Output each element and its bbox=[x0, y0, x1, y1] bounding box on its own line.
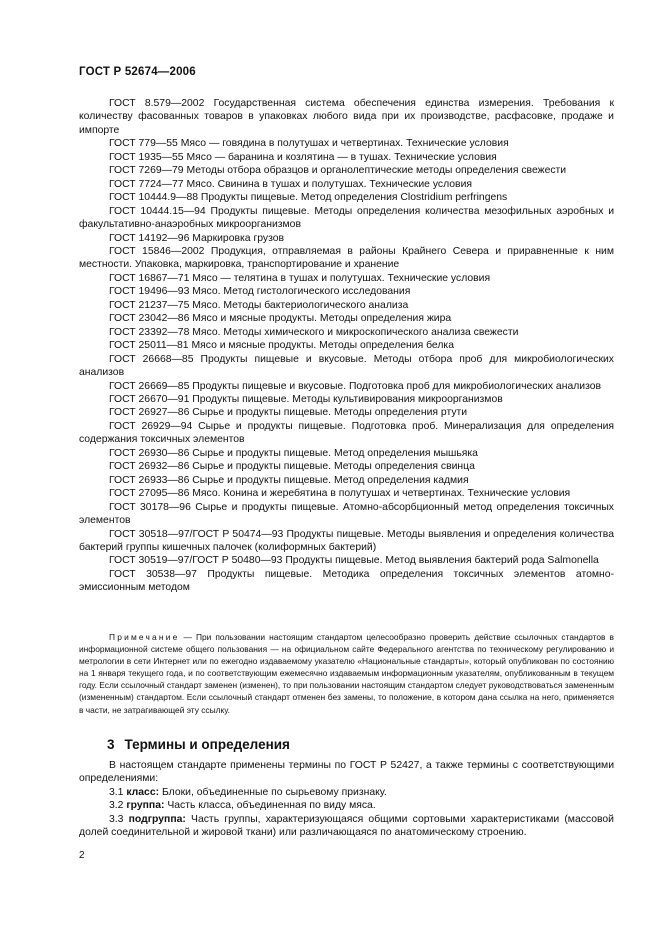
term-definition: Блоки, объединенные по сырьевому признаку. bbox=[161, 786, 387, 798]
reference-code: ГОСТ 26929—94 bbox=[109, 420, 193, 432]
section-title: Термины и определения bbox=[124, 737, 290, 752]
reference-title: Сырье и продукты пищевые. Атомно-абсорбционный метод определения токсичных элементов bbox=[79, 501, 615, 527]
reference-item bbox=[79, 380, 614, 393]
reference-item bbox=[79, 554, 614, 567]
reference-title: Сырье и продукты пищевые. Подготовка проб. Минерализация для определения содержания токсичных элементов bbox=[79, 420, 615, 446]
reference-code: ГОСТ 27095—86 bbox=[109, 488, 190, 500]
reference-title: Мясо. Конина и жеребятина в полутушах и четвертинах. Технические условия bbox=[192, 488, 571, 500]
reference-item bbox=[79, 406, 614, 419]
reference-code: ГОСТ 26670—91 bbox=[109, 393, 190, 405]
reference-code: ГОСТ 10444.9—88 bbox=[109, 192, 199, 204]
note-block bbox=[79, 631, 614, 716]
reference-title: Методы отбора образцов и органолептические методы определения свежести bbox=[186, 165, 567, 177]
term-number: 3.1 bbox=[109, 786, 124, 798]
reference-code: ГОСТ 26930—86 bbox=[109, 447, 190, 459]
reference-title: Продукты пищевые. Методы определения количества мезофильных аэробных и факультативно-анаэробных микроорганизмов bbox=[79, 205, 614, 231]
note-label: Примечание bbox=[109, 632, 180, 642]
reference-title: Продукты пищевые. Методика определения токсичных элементов атомно-эмиссионным методом bbox=[79, 568, 614, 594]
section-number: 3 bbox=[107, 737, 115, 752]
reference-code: ГОСТ 30518—97/ГОСТ Р 50474—93 bbox=[109, 528, 284, 540]
reference-title: Маркировка грузов bbox=[192, 232, 285, 244]
term-name: группа: bbox=[126, 800, 165, 812]
term-number: 3.3 bbox=[109, 813, 124, 825]
reference-code: ГОСТ 779—55 bbox=[109, 138, 178, 150]
reference-item bbox=[79, 245, 614, 272]
reference-item bbox=[79, 393, 614, 406]
section-intro: В настоящем стандарте применены термины по ГОСТ Р 52427, а также термины с соответствующими определениями: bbox=[79, 760, 614, 785]
reference-title: Мясо и мясные продукты. Методы определения жира bbox=[192, 313, 452, 325]
reference-item bbox=[79, 339, 614, 352]
reference-title: Продукция, отправляемая в районы Крайнего Севера и приравненные к ним местности. Упаковка, маркировка, транспортирование и хранение bbox=[79, 245, 614, 271]
reference-item bbox=[79, 178, 614, 191]
reference-code: ГОСТ 16867—71 bbox=[109, 272, 190, 284]
reference-title: Мясо. Свинина в тушах и полутушах. Технические условия bbox=[186, 178, 472, 190]
reference-item bbox=[79, 299, 614, 312]
reference-title: Мясо и мясные продукты. Методы определения белка bbox=[191, 340, 454, 352]
reference-item bbox=[79, 272, 614, 285]
reference-title: Государственная система обеспечения единства измерения. Требования к количеству фасованных товаров в упаковках любого вида при их производстве, расфасовке, продаже и импорте bbox=[79, 98, 614, 136]
reference-item bbox=[79, 353, 614, 380]
reference-title: Продукты пищевые. Метод определения Clostridium perfringens bbox=[200, 192, 508, 204]
reference-code: ГОСТ 26668—85 bbox=[109, 353, 194, 365]
reference-code: ГОСТ 30538—97 bbox=[109, 568, 197, 580]
reference-title: Мясо — говядина в полутушах и четвертинах. Технические условия bbox=[180, 138, 509, 150]
reference-item bbox=[79, 420, 614, 447]
reference-code: ГОСТ 26669—85 bbox=[109, 380, 190, 392]
term-item bbox=[79, 799, 614, 812]
reference-title: Сырье и продукты пищевые. Метод определения мышьяка bbox=[192, 447, 478, 459]
reference-code: ГОСТ 26927—86 bbox=[109, 407, 190, 419]
reference-item bbox=[79, 568, 614, 595]
reference-code: ГОСТ 21237—75 bbox=[109, 299, 190, 311]
reference-code: ГОСТ 14192—96 bbox=[109, 232, 190, 244]
reference-title: Мясо — баранина и козлятина — в тушах. Технические условия bbox=[186, 151, 497, 163]
reference-title: Сырье и продукты пищевые. Методы определения ртути bbox=[192, 407, 468, 419]
reference-code: ГОСТ 7269—79 bbox=[109, 165, 184, 177]
reference-title: Мясо. Метод гистологического исследования bbox=[192, 286, 411, 298]
references-list bbox=[79, 97, 614, 595]
reference-code: ГОСТ 15846—2002 bbox=[109, 245, 205, 257]
reference-item bbox=[79, 137, 614, 150]
term-definition: Часть класса, объединенная по виду мяса. bbox=[167, 800, 376, 812]
term-number: 3.2 bbox=[109, 800, 124, 812]
reference-item bbox=[79, 474, 614, 487]
reference-code: ГОСТ 25011—81 bbox=[109, 340, 189, 352]
reference-title: Мясо. Методы бактериологического анализа bbox=[192, 299, 409, 311]
reference-item bbox=[79, 312, 614, 325]
reference-code: ГОСТ 23042—86 bbox=[109, 313, 190, 325]
term-name: класс: bbox=[126, 786, 160, 798]
reference-item bbox=[79, 501, 614, 528]
reference-code: ГОСТ 26932—86 bbox=[109, 461, 190, 473]
reference-item bbox=[79, 285, 614, 298]
reference-code: ГОСТ 19496—93 bbox=[109, 286, 190, 298]
page-header: ГОСТ Р 52674—2006 bbox=[79, 66, 196, 78]
reference-item bbox=[79, 326, 614, 339]
reference-title: Продукты пищевые. Методы выявления и определения количества бактерий группы кишечных палочек (колиформных бактерий) bbox=[79, 528, 614, 553]
reference-title: Мясо — телятина в тушах и полутушах. Технические условия bbox=[192, 272, 491, 284]
reference-code: ГОСТ 26933—86 bbox=[109, 474, 190, 486]
reference-item bbox=[79, 164, 614, 177]
term-name: подгруппа: bbox=[128, 813, 186, 825]
reference-item bbox=[79, 151, 614, 164]
reference-item bbox=[79, 97, 614, 137]
reference-code: ГОСТ 7724—77 bbox=[109, 178, 184, 190]
term-definition: Часть группы, характеризующаяся общими сортовыми характеристиками (массовой долей соединительной и жировой ткани) или различающаяся по анатомическому строению. bbox=[79, 813, 614, 839]
reference-title: Мясо. Методы химического и микроскопического анализа свежести bbox=[192, 326, 519, 338]
reference-code: ГОСТ 30519—97/ГОСТ Р 50480—93 bbox=[109, 555, 283, 567]
reference-title: Сырье и продукты пищевые. Методы определения свинца bbox=[192, 461, 475, 473]
reference-title: Продукты пищевые и вкусовые. Методы отбора проб для микробиологических анализов bbox=[79, 353, 615, 379]
reference-title: Продукты пищевые. Метод выявления бактерий рода Salmonella bbox=[285, 555, 599, 567]
reference-title: Сырье и продукты пищевые. Метод определения кадмия bbox=[192, 474, 469, 486]
section-body bbox=[79, 759, 614, 839]
reference-item bbox=[79, 460, 614, 473]
reference-item bbox=[79, 528, 614, 555]
reference-title: Продукты пищевые. Методы культивирования микроорганизмов bbox=[192, 393, 503, 405]
reference-item bbox=[79, 191, 614, 204]
page-number: 2 bbox=[79, 850, 85, 861]
term-item bbox=[79, 786, 614, 799]
note-text: — При пользовании настоящим стандартом целесообразно проверить действие ссылочных стандартов в информационной системе общего пользования — на официальном сайте Федерального агентства по техническому регулированию и метрологии в сети Интернет или по ежегодно издаваемому указателю «Национальные стандарты», который опубликован по состоянию на 1 января текущего года, и по соответствующим ежемесячно издаваемым информационным указателям, опубликованным в текущем году. Если ссылочный стандарт заменен (изменен), то при пользовании настоящим стандартом следует руководствоваться замененным (измененным) стандартом. Если ссылочный стандарт отменен без замены, то положение, в котором дана ссылка на него, применяется в части, не затрагивающей эту ссылку. bbox=[79, 632, 615, 715]
reference-code: ГОСТ 1935—55 bbox=[109, 151, 184, 163]
reference-item bbox=[79, 447, 614, 460]
reference-item bbox=[79, 232, 614, 245]
term-item bbox=[79, 813, 614, 840]
reference-code: ГОСТ 23392—78 bbox=[109, 326, 190, 338]
reference-code: ГОСТ 8.579—2002 bbox=[109, 98, 205, 109]
section-heading bbox=[107, 737, 290, 752]
reference-code: ГОСТ 10444.15—94 bbox=[109, 205, 206, 217]
reference-item bbox=[79, 487, 614, 500]
reference-code: ГОСТ 30178—96 bbox=[109, 501, 191, 513]
reference-title: Продукты пищевые и вкусовые. Подготовка проб для микробиологических анализов bbox=[192, 380, 602, 392]
reference-item bbox=[79, 205, 614, 232]
